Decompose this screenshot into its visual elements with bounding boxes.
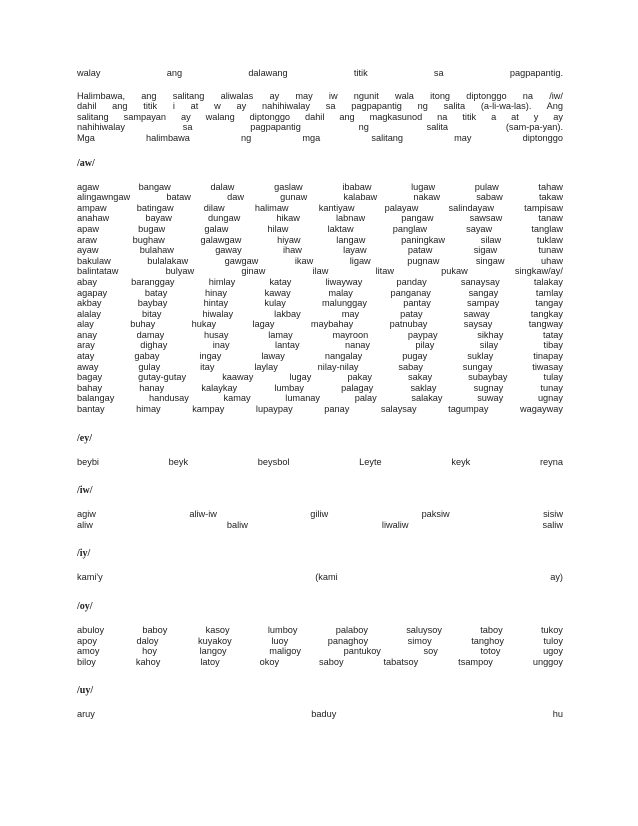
word: salakay — [411, 393, 443, 404]
word: pantay — [403, 298, 431, 309]
word: bangaw — [138, 181, 171, 192]
word: lamay — [268, 329, 293, 340]
word: hiyaw — [277, 234, 301, 245]
word: liwaliw — [381, 519, 409, 530]
word: agiw — [77, 509, 96, 520]
word: bulyaw — [165, 266, 195, 277]
word: liwayway — [325, 276, 363, 287]
word: latoy — [200, 656, 220, 667]
word: atay — [77, 351, 95, 362]
word: sangay — [468, 287, 499, 298]
word: paypay — [407, 329, 438, 340]
word: sanaysay — [460, 276, 500, 287]
word: bakulaw — [77, 255, 111, 266]
word: (kami — [315, 572, 338, 583]
word: hukay — [191, 319, 217, 330]
word: salaysay — [380, 404, 417, 415]
word: silay — [479, 340, 499, 351]
word: saway — [463, 308, 490, 319]
word: pugnaw — [407, 255, 440, 266]
word: hoy — [142, 646, 157, 657]
word: taboy — [480, 625, 503, 635]
word: aliw — [77, 519, 93, 530]
word-row — [77, 646, 563, 657]
word: akbay — [77, 298, 102, 309]
word: bulahaw — [139, 245, 174, 256]
word: bayaw — [145, 213, 172, 224]
word: gulay — [138, 361, 161, 372]
word: alingawngaw — [77, 192, 131, 203]
word: sawsaw — [469, 213, 503, 224]
word: araw — [77, 234, 97, 245]
section-heading: /iy/ — [77, 548, 91, 560]
word: wagayway — [520, 404, 563, 415]
document-page — [77, 68, 563, 720]
word: bitay — [142, 308, 162, 319]
word-row — [77, 203, 563, 214]
word: pulaw — [474, 181, 499, 192]
word: langaw — [336, 234, 366, 245]
word: lumanay — [285, 393, 321, 404]
word: laktaw — [327, 223, 354, 234]
word: talakay — [533, 276, 563, 287]
word: tanaw — [538, 213, 563, 224]
word: bagay — [77, 372, 103, 383]
word-row — [77, 266, 563, 277]
word: pugay — [402, 351, 428, 362]
word: sampay — [467, 298, 500, 309]
word: patnubay — [389, 319, 428, 330]
word-row — [77, 457, 563, 468]
word-row — [77, 625, 563, 636]
word: lumbay — [274, 382, 304, 393]
word: bataw — [166, 192, 191, 203]
word: lantay — [275, 340, 300, 351]
paragraph-line: salitang sampayan ay walang diptonggo dahil ang magkasunod na titik a at y ay — [77, 111, 563, 122]
word: kamay — [223, 393, 251, 404]
word: tuklaw — [536, 234, 563, 245]
word: simoy — [407, 635, 432, 646]
word: tangkay — [530, 308, 563, 319]
word: malay — [328, 287, 353, 298]
word: lugaw — [411, 181, 436, 192]
word: nakaw — [413, 192, 440, 203]
word: tangay — [535, 298, 563, 309]
word: laway — [261, 351, 285, 362]
word: ang — [166, 68, 183, 78]
word: unggoy — [532, 656, 563, 667]
word-row — [77, 192, 563, 203]
word: soy — [423, 646, 438, 657]
paragraph-line: dahil ang titik i at w ay nahihiwalay sa pagpapantig ng salita (a-li-wa-las). Ang — [77, 101, 563, 112]
word: saysay — [463, 319, 493, 330]
word: sungay — [462, 361, 493, 372]
word: pagpapantig. — [509, 68, 563, 78]
word: tampisaw — [524, 202, 563, 213]
word: ikaw — [294, 255, 314, 266]
word: gawgaw — [224, 255, 259, 266]
word: galaw — [204, 223, 229, 234]
word: baduy — [311, 709, 337, 720]
word: tunay — [540, 382, 563, 393]
word-row — [77, 657, 563, 668]
word-row — [77, 309, 563, 320]
word: pangaw — [401, 213, 434, 224]
word: laylay — [254, 361, 278, 372]
word: panday — [396, 276, 427, 287]
word: sa — [433, 68, 444, 78]
word: himlay — [208, 276, 236, 287]
word: gutay-gutay — [138, 372, 187, 383]
word: kaaway — [222, 372, 254, 383]
word: tukoy — [540, 625, 563, 635]
word: kasoy — [205, 625, 230, 635]
word: daloy — [136, 635, 159, 646]
word: takaw — [538, 192, 563, 203]
word: lugay — [289, 372, 312, 383]
section-heading: /iw/ — [77, 485, 93, 497]
word: batingaw — [136, 202, 174, 213]
word: kalaykay — [201, 382, 238, 393]
word: tinapay — [533, 351, 563, 362]
word: ampaw — [77, 202, 107, 213]
word: dilaw — [203, 202, 225, 213]
intro-line — [77, 68, 563, 79]
word: hinay — [204, 287, 227, 298]
word: husay — [203, 329, 229, 340]
word: luoy — [271, 635, 289, 646]
word: ayaw — [77, 245, 99, 256]
word: palay — [354, 393, 377, 404]
word-row — [77, 256, 563, 267]
word: langoy — [199, 646, 227, 657]
word: sakay — [408, 372, 433, 383]
word: kampay — [192, 404, 225, 415]
word: sayaw — [466, 223, 493, 234]
word: ilaw — [312, 266, 329, 277]
word: suway — [477, 393, 504, 404]
word: lagay — [252, 319, 275, 330]
word: abay — [77, 276, 97, 287]
word: pataw — [407, 245, 433, 256]
word: Leyte — [359, 456, 382, 467]
word: uhaw — [541, 255, 563, 266]
word: gaway — [215, 245, 242, 256]
word: ginaw — [241, 266, 266, 277]
word: panganay — [390, 287, 431, 298]
word: paningkaw — [401, 234, 446, 245]
word: tsampoy — [458, 656, 493, 667]
word: sikhay — [477, 329, 504, 340]
word: beybi — [77, 456, 99, 467]
word: saboy — [319, 656, 344, 667]
word: kalabaw — [343, 192, 378, 203]
word: kantiyaw — [318, 202, 355, 213]
word: sabaw — [476, 192, 503, 203]
word: ugnay — [537, 393, 563, 404]
word: saluysoy — [406, 625, 442, 635]
word: tamlay — [535, 287, 563, 298]
diphthong-sections — [77, 158, 563, 720]
word: tanghoy — [471, 635, 504, 646]
word: beysbol — [257, 456, 290, 467]
word-row — [77, 404, 563, 415]
word: ingay — [199, 351, 222, 362]
word: reyna — [539, 456, 563, 467]
word: palayaw — [384, 202, 419, 213]
word: alay — [77, 319, 94, 330]
word: saliw — [542, 519, 563, 530]
word: ihaw — [283, 245, 302, 256]
word: layaw — [343, 245, 367, 256]
word: damay — [136, 329, 165, 340]
word: nilay-nilay — [317, 361, 359, 372]
word-row — [77, 362, 563, 373]
word: sisiw — [543, 509, 563, 520]
word: tagumpay — [448, 404, 489, 415]
paragraph-line: Mga halimbawa ng mga salitang may diptonggo — [77, 132, 563, 143]
word: singaw — [475, 255, 505, 266]
word: kuyakoy — [198, 635, 232, 646]
word: suklay — [467, 351, 494, 362]
word: batay — [144, 287, 168, 298]
word: labnaw — [336, 213, 366, 224]
word: panglaw — [392, 223, 427, 234]
word: baybay — [137, 298, 168, 309]
word: walay — [77, 68, 101, 78]
word: biloy — [77, 656, 96, 667]
word: baboy — [142, 625, 168, 635]
word: dungaw — [208, 213, 241, 224]
word: nanay — [344, 340, 371, 351]
word: kahoy — [135, 656, 161, 667]
word-row — [77, 383, 563, 394]
word: hanay — [139, 382, 165, 393]
word: itay — [200, 361, 215, 372]
word: ibabaw — [342, 181, 372, 192]
word: buhay — [130, 319, 156, 330]
word-row — [77, 636, 563, 647]
word: tanglaw — [531, 223, 563, 234]
word: tabatsoy — [383, 656, 419, 667]
word: nangalay — [324, 351, 363, 362]
word: kami'y — [77, 572, 103, 583]
word: gabay — [134, 351, 160, 362]
word: ligaw — [349, 255, 371, 266]
word: agaw — [77, 181, 99, 192]
word: katay — [269, 276, 292, 287]
word: away — [77, 361, 99, 372]
word: maybahay — [310, 319, 354, 330]
word: bugaw — [138, 223, 166, 234]
word: gunaw — [280, 192, 308, 203]
word: tatay — [543, 329, 563, 340]
word: lakbay — [274, 308, 301, 319]
word: palagay — [341, 382, 374, 393]
word-row — [77, 340, 563, 351]
section-heading: /aw/ — [77, 157, 95, 169]
word: hu — [552, 709, 563, 720]
paragraph-line: Halimbawa, ang salitang aliwalas ay may iw ngunit wala itong diptonggo na /iw/ — [77, 90, 563, 101]
word-row — [77, 572, 563, 583]
word: anahaw — [77, 213, 110, 224]
word: baranggay — [131, 276, 175, 287]
word: tulay — [543, 372, 563, 383]
word: apaw — [77, 223, 99, 234]
word: mayroon — [332, 329, 369, 340]
word: salindayaw — [448, 202, 494, 213]
word-row — [77, 509, 563, 520]
word: litaw — [375, 266, 394, 277]
word: alalay — [77, 308, 102, 319]
word: daw — [227, 192, 244, 203]
word: hikaw — [276, 213, 300, 224]
word-row — [77, 372, 563, 383]
section-heading: /uy/ — [77, 685, 94, 697]
word: balintataw — [77, 266, 119, 277]
word: panay — [324, 404, 350, 415]
word: ugoy — [543, 646, 563, 657]
word: abuloy — [77, 625, 105, 635]
word-row — [77, 351, 563, 362]
word: inay — [212, 340, 230, 351]
word: pantukoy — [343, 646, 381, 657]
word: handusay — [148, 393, 189, 404]
word-row — [77, 288, 563, 299]
word: gaslaw — [274, 181, 303, 192]
word: panaghoy — [327, 635, 369, 646]
word: kulay — [264, 298, 286, 309]
word: anay — [77, 329, 97, 340]
word-row — [77, 235, 563, 246]
word-row — [77, 709, 563, 720]
word-row — [77, 213, 563, 224]
word: tibay — [543, 340, 563, 351]
section-heading: /ey/ — [77, 432, 92, 444]
word: bulalakaw — [147, 255, 189, 266]
word: bahay — [77, 382, 103, 393]
word-row — [77, 319, 563, 330]
word: hiwalay — [202, 308, 234, 319]
word: kaway — [264, 287, 291, 298]
word: aruy — [77, 709, 95, 720]
word: palaboy — [335, 625, 368, 635]
word: halimaw — [254, 202, 289, 213]
paragraph-line: nahihiwalay sa pagpapantig ng salita (sam-pa-yan). — [77, 122, 563, 133]
word-row — [77, 393, 563, 404]
word-row — [77, 520, 563, 531]
word: hilaw — [267, 223, 289, 234]
word: lupaypay — [255, 404, 293, 415]
word: titik — [353, 68, 368, 78]
word: dighay — [140, 340, 168, 351]
word: pakay — [347, 372, 372, 383]
word-row — [77, 182, 563, 193]
word: agapay — [77, 287, 108, 298]
word: lumboy — [267, 625, 298, 635]
word: saklay — [410, 382, 437, 393]
word-row — [77, 330, 563, 341]
word: paksiw — [421, 509, 450, 520]
word: bantay — [77, 404, 105, 415]
word: subaybay — [468, 372, 508, 383]
word: may — [341, 308, 360, 319]
word: tuloy — [543, 635, 563, 646]
word: totoy — [480, 646, 501, 657]
word: tangway — [528, 319, 563, 330]
word: beyk — [168, 456, 189, 467]
word: silaw — [480, 234, 502, 245]
word: sigaw — [473, 245, 498, 256]
word: okoy — [259, 656, 280, 667]
word: tahaw — [538, 181, 563, 192]
word: aliw-iw — [189, 509, 217, 520]
word: tunaw — [538, 245, 563, 256]
word: patay — [400, 308, 423, 319]
word: bughaw — [132, 234, 165, 245]
word-row — [77, 224, 563, 235]
word-row — [77, 277, 563, 288]
word: amoy — [77, 646, 100, 657]
word: pukaw — [441, 266, 468, 277]
word: pilay — [415, 340, 435, 351]
word: maligoy — [269, 646, 301, 657]
word: giliw — [310, 509, 329, 520]
word: tiwasay — [532, 361, 563, 372]
word: singkaw/ay/ — [514, 266, 563, 277]
word: dalaw — [210, 181, 235, 192]
word: keyk — [451, 456, 471, 467]
word: malunggay — [322, 298, 367, 309]
word: apoy — [77, 635, 97, 646]
explanation-paragraph — [77, 91, 563, 144]
word: hintay — [203, 298, 229, 309]
word-row — [77, 245, 563, 256]
word: baliw — [226, 519, 248, 530]
word-row — [77, 298, 563, 309]
word: himay — [136, 404, 161, 415]
word: dalawang — [248, 68, 288, 78]
word: sugnay — [473, 382, 504, 393]
word: balangay — [77, 393, 115, 404]
word: sabay — [398, 361, 423, 372]
word: ay) — [550, 572, 563, 583]
section-heading: /oy/ — [77, 601, 93, 612]
word: galawgaw — [200, 234, 242, 245]
word: aray — [77, 340, 95, 351]
